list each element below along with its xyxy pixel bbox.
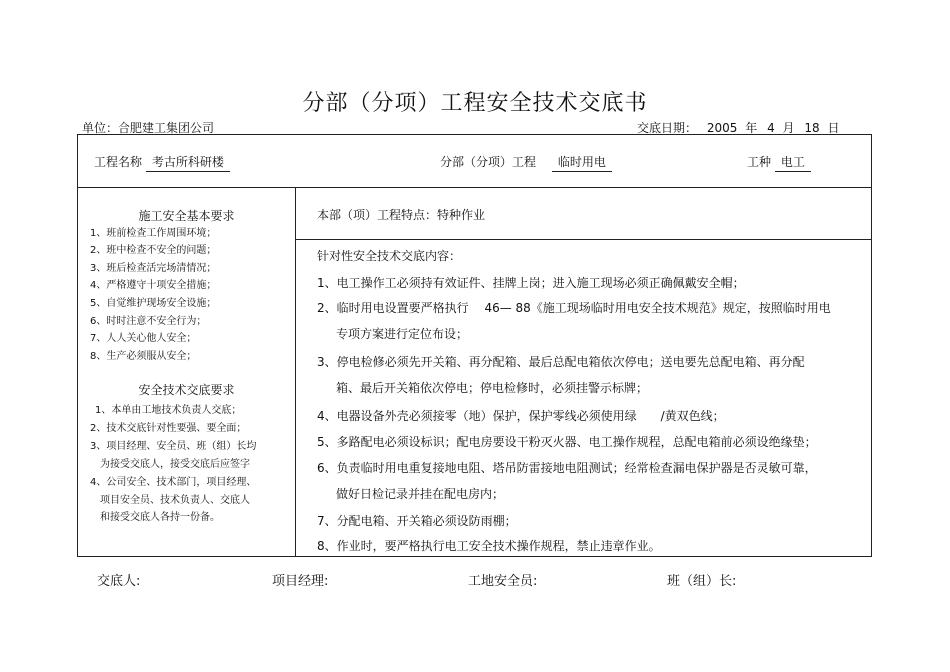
date-label: 交底日期： — [637, 121, 698, 135]
content-line: 箱、最后开关箱依次停电；停电检修时，必须挂警示标牌； — [336, 381, 649, 395]
basic-item: 4、严格遵守十项安全措施； — [90, 280, 217, 291]
content-line: 专项方案进行定位布设； — [336, 327, 469, 341]
sub-project-label: 分部（分项）工程 — [440, 155, 537, 169]
basic-item: 5、自觉维护现场安全设施； — [90, 298, 217, 309]
column-divider — [295, 187, 296, 556]
date-month-unit: 月 — [782, 121, 795, 135]
tech-requirement-line: 3、项目经理、安全员、班（组）长均 — [90, 441, 257, 452]
feature-divider — [295, 239, 871, 240]
tech-requirement-line: 2、技术交底针对性要强、要全面； — [90, 423, 247, 434]
discloser-signature-label: 交底人: — [97, 574, 141, 589]
basic-item: 1、班前检查工作周围环境； — [90, 228, 217, 239]
date-year-unit: 年 — [745, 121, 758, 135]
content-line: 6、负责临时用电重复接地电阻、塔吊防雷接地电阻测试；经常检查漏电保护器是否灵敏可靠， — [317, 461, 817, 475]
content-line: 3、停电检修必须先开关箱、再分配箱、最后总配电箱依次停电；送电要先总配电箱、再分配 — [317, 355, 805, 369]
tech-requirement-line: 和接受交底人各持一份备。 — [100, 512, 220, 523]
unit-label: 单位：合肥建工集团公司 — [82, 121, 215, 135]
date-month: 4 — [767, 121, 775, 135]
project-name-value: 考古所科研楼 — [146, 153, 230, 172]
sub-project-field — [440, 153, 612, 172]
basic-item: 2、班中检查不安全的问题； — [90, 245, 217, 256]
date-year: 2005 — [706, 121, 738, 135]
content-line: 做好日检记录并挂在配电房内； — [336, 487, 505, 501]
project-feature: 本部（项）工程特点：特种作业 — [317, 208, 486, 222]
content-line: 2、临时用电设置要严格执行 46— 88《施工现场临时用电安全技术规范》规定，按照临时用电 — [317, 301, 831, 315]
disclosure-table — [77, 134, 872, 557]
tech-requirement-line: 1、本单由工地技术负责人交底； — [95, 405, 242, 416]
content-line: 5、多路配电必须设标识；配电房要设干粉灭火器、电工操作规程，总配电箱前必须设绝缘垫； — [317, 435, 817, 449]
tech-requirement-line: 项目安全员、技术负责人、交底人 — [100, 495, 250, 506]
project-name-label: 工程名称 — [94, 155, 143, 169]
basic-item: 7、人人关心他人安全； — [90, 333, 197, 344]
tech-requirement-line: 为接受交底人，接受交底后应签字 — [100, 459, 250, 470]
project-name-field — [94, 153, 230, 172]
content-line: 7、分配电箱、开关箱必须设防雨棚； — [317, 514, 517, 528]
team-leader-signature-label: 班（组）长: — [667, 574, 737, 589]
content-line: 8、作业时，要严格执行电工安全技术操作规程，禁止违章作业。 — [317, 539, 661, 553]
header-divider — [78, 187, 871, 188]
trade-field — [747, 153, 811, 172]
content-line: 4、电器设备外壳必须接零（地）保护，保护零线必须使用绿 /黄双色线； — [317, 409, 725, 423]
safety-officer-signature-label: 工地安全员: — [468, 574, 538, 589]
basic-item: 3、班后检查活完场清情况； — [90, 263, 217, 274]
basic-item: 8、生产必须服从安全； — [90, 351, 197, 362]
date-day: 18 — [804, 121, 820, 135]
manager-signature-label: 项目经理: — [272, 574, 329, 589]
tech-requirements-title: 安全技术交底要求 — [138, 383, 235, 397]
date-day-unit: 日 — [827, 121, 840, 135]
basic-requirements-title: 施工安全基本要求 — [138, 209, 235, 223]
trade-label: 工种 — [747, 155, 772, 169]
content-title: 针对性安全技术交底内容： — [317, 249, 462, 263]
trade-value: 电工 — [775, 153, 811, 172]
tech-requirement-line: 4、公司安全、技术部门，项目经理、 — [90, 477, 257, 488]
content-line: 1、电工操作工必须持有效证件、挂牌上岗；进入施工现场必须正确佩戴安全帽； — [317, 276, 745, 290]
document-title: 分部（分项）工程安全技术交底书 — [302, 91, 648, 116]
sub-project-value: 临时用电 — [552, 153, 612, 172]
basic-item: 6、时时注意不安全行为； — [90, 316, 207, 327]
